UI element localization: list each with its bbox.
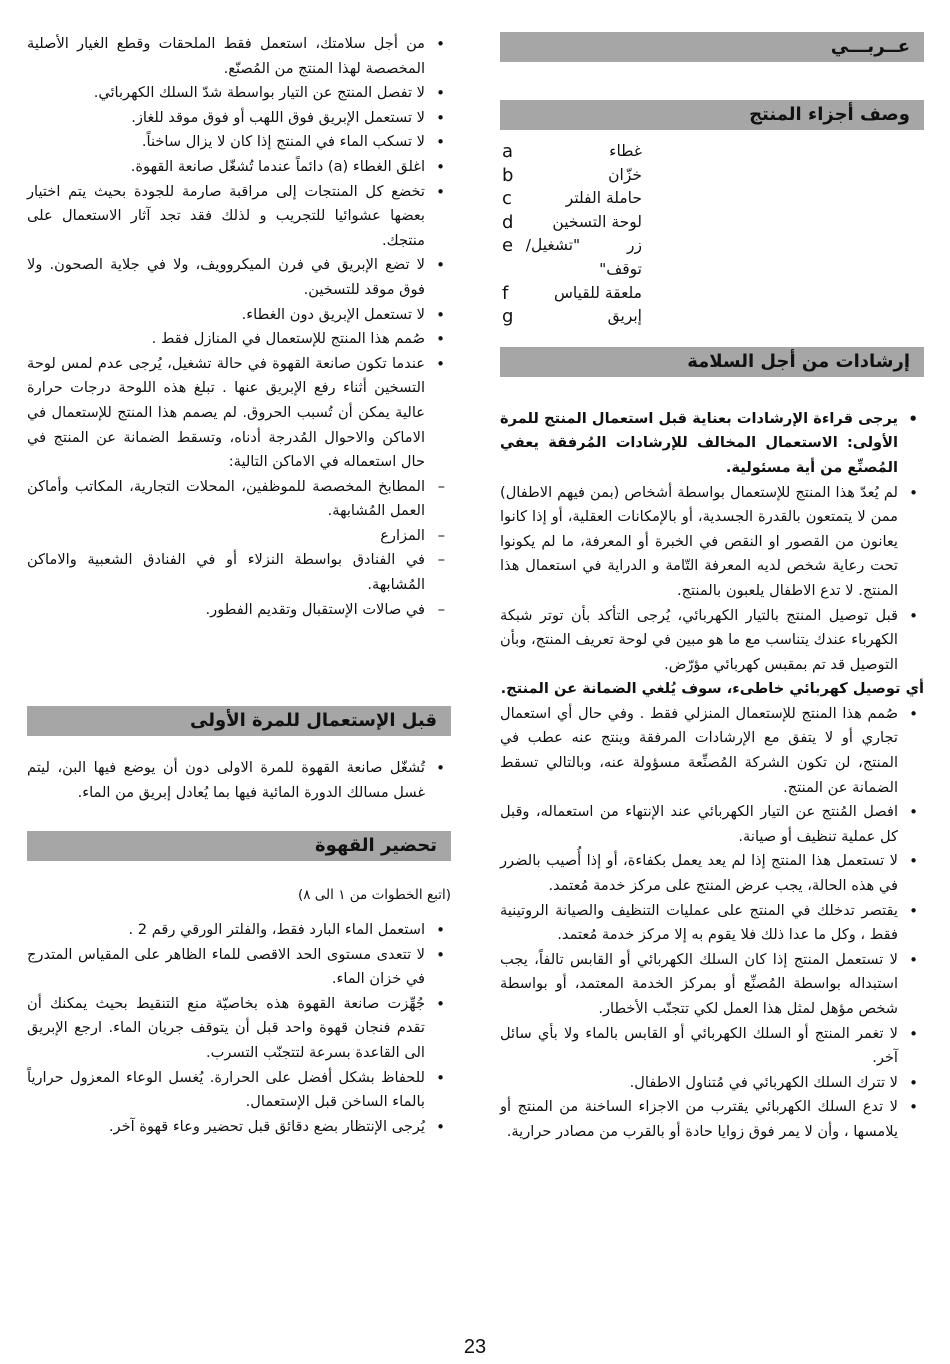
list-item: • لا تستعمل المنتج إذا كان السلك الكهربائي أو القابس تالفاً، يجب استبداله بواسطة المُصنِّع أو بمركز الخدمة المعتمد، أو بواسطة شخص مؤهل لمثل هذا العمل لكي تتجنّب الأخطار. [500,948,924,1022]
parts-list-item [500,234,924,281]
list-item: • يرجى قراءة الإرشادات بعناية قبل استعمال المنتج للمرة الأولى: الاستعمال المخالف للإرشادات المُرفقة يعفي المُصنِّع من أية مسئولية. [500,407,924,481]
part-name: ملعقة للقياس [553,283,642,302]
list-item: – المزارع [27,524,451,549]
list-item: • للحفاظ بشكل أفضل على الحرارة. يُغسل الوعاء المعزول حرارياً بالماء الساخن قبل الإستعمال. [27,1066,451,1115]
parts-section-title: وصف أجزاء المنتج [500,100,924,130]
list-item: • يقتصر تدخلك في المنتج على عمليات التنظيف والصيانة الروتينية فقط ، وكل ما عدا ذلك فلا يقوم به إلا مركز خدمة مُعتمد. [500,899,924,948]
list-item: • افصل المُنتج عن التيار الكهربائي عند الإنتهاء من استعماله، وقبل كل عملية تنظيف أو صيانة. [500,800,924,849]
list-item: • قبل توصيل المنتج بالتيار الكهربائي، يُرجى التأكد بأن توتر شبكة الكهرباء عندك يتناسب مع ما هو مبين في لوحة تعريف المنتج، وبأن التوصيل قد تم بمقبس كهربائي مؤرّض. [500,604,924,678]
list-item: – في صالات الإستقبال وتقديم الفطور. [27,598,451,623]
list-item: • لا تتعدى مستوى الحد الاقصى للماء الظاهر على المقياس المتدرج في خزان الماء. [27,943,451,992]
part-name: غطاء [609,142,642,160]
excluded-places-list [27,475,451,623]
list-item: • تُشغّل صانعة القهوة للمرة الاولى دون أن يوضع فيها البن، ليتم غسل مسالك الدورة المائية فيها بما يُعادل إبريق من الماء. [27,756,451,805]
safety-list [500,407,924,678]
list-item: • لا تفصل المنتج عن التيار بواسطة شدّ السلك الكهربائي. [27,81,451,106]
coffee-section-title: تحضير القهوة [27,831,451,861]
list-item: – المطابخ المخصصة للموظفين، المحلات التجارية، المكاتب وأماكن العمل المُشابهة. [27,475,451,524]
page-number: 23 [463,1336,487,1358]
parts-list-item [500,164,924,188]
safety-warning: أي توصيل كهربائي خاطىء، سوف يُلغي الضمانة عن المنتج. [500,680,924,698]
parts-list-item [500,140,924,164]
list-item: • يُرجى الإنتظار بضع دقائق قبل تحضير وعاء قهوة آخر. [27,1115,451,1140]
language-header: عــربـــي [500,32,924,62]
part-name: حاملة الفلتر [565,189,642,208]
parts-list-item [500,187,924,211]
safety-continued-list [27,32,451,475]
coffee-steps-note: (اتبع الخطوات من ١ الى ٨) [297,887,451,904]
list-item: • تخضع كل المنتجات إلى مراقبة صارمة للجودة بحيث يتم اختيار بعضها عشوائيا للتجريب و لذلك فقد تجد آثار الاستعمال على منتجك. [27,180,451,254]
list-item: • لا تضع الإبريق في فرن الميكروويف، ولا في جلاية الصحون. ولا فوق موقد للتسخين. [27,253,451,302]
part-name: إبريق [607,307,642,326]
list-item: • لا تستعمل هذا المنتج إذا لم يعد يعمل بكفاءة، أو إذا أُصيب بالضرر في هذه الحالة، يجب عرض المنتج على مركز خدمة مُعتمد. [500,849,924,898]
first-use-list [27,756,451,805]
parts-list [500,140,924,329]
parts-list-item [500,282,924,306]
part-letter: e [502,235,514,257]
part-letter: g [502,306,514,328]
list-item: • اغلق الغطاء (a) دائماً عندما تُشغّل صانعة القهوة. [27,155,451,180]
list-item: • لا تترك السلك الكهربائي في مُتناول الاطفال. [500,1071,924,1096]
part-name: خزّان [608,165,642,184]
list-item: • لا تدع السلك الكهربائي يقترب من الاجزاء الساخنة من المنتج أو يلامسها ، وأن لا يمر فوق زوايا حادة أو بالقرب من مصادر حرارية. [500,1095,924,1144]
coffee-list [27,918,451,1139]
part-letter: c [502,188,512,210]
list-item: – في الفنادق بواسطة النزلاء أو في الفنادق الشعبية والاماكن المُشابهة. [27,548,451,597]
parts-list-item [500,211,924,235]
list-item: • صُمم هذا المنتج للإستعمال في المنازل فقط . [27,327,451,352]
part-letter: a [502,141,514,162]
list-item: • من أجل سلامتك، استعمل فقط الملحقات وقطع الغيار الأصلية المخصصة لهذا المنتج من المُصنّع. [27,32,451,81]
list-item: • لا تستعمل الإبريق فوق اللهب أو فوق موقد للغاز. [27,106,451,131]
list-item: • صُمم هذا المنتج للإستعمال المنزلي فقط . وفي حال أي استعمال تجاري أو لا يتفق مع الإرشادات المرفقة وينتج عنه عطب في المنتج، لن تكون الشركة المُصنِّعة مسؤولة عنه، وبالتالي تسقط الضمانة عن المنتج. [500,702,924,800]
part-letter: f [502,282,509,304]
list-item: • عندما تكون صانعة القهوة في حالة تشغيل، يُرجى عدم لمس لوحة التسخين أثناء رفع الإبريق عنها . تبلغ هذه اللوحة درجات حرارة عالية يمكن أن تُسبب الحروق. لم يصمم هذا المنتج للإستعمال في الاماكن والاحوال المُدرجة أدناه، وتسقط الضمانة عن المنتج في حال استعماله في الاماكن التالية: [27,352,451,475]
part-letter: b [502,164,514,186]
list-item: • جُهِّزت صانعة القهوة هذه بخاصيّة منع التنقيط بحيث يمكنك أن تقدم فنجان قهوة واحد قبل أن يتوقف جريان الماء. ارجع الإبريق الى القاعدة بسرعة لتتجنّب التسرب. [27,992,451,1066]
list-item: • لا تغمر المنتج أو السلك الكهربائي أو القابس بالماء ولا بأي سائل آخر. [500,1022,924,1071]
list-item: • لم يُعدّ هذا المنتج للإستعمال بواسطة أشخاص (بمن فيهم الاطفال) ممن لا يتمتعون بالقدرة الجسدية، أو بالإمكانات العقلية، أو إذا كانوا يعانون من القصور او النقص في الخبرة أو المعرفة، ما لم يكونوا تحت رعاية شخص لديه المعرفة التّامة و الدراية في استعمال هذا المنتج. لا تدع الاطفال يلعبون بالمنتج. [500,481,924,604]
left-column [27,32,451,1139]
list-item: • لا تسكب الماء في المنتج إذا كان لا يزال ساخناً. [27,130,451,155]
list-item: • استعمل الماء البارد فقط، والفلتر الورقي رقم 2 . [27,918,451,943]
part-name: زر "تشغيل/توقف" [525,236,642,278]
part-letter: d [502,211,514,233]
part-name: لوحة التسخين [552,212,642,231]
parts-list-item [500,305,924,329]
first-use-section-title: قبل الإستعمال للمرة الأولى [27,706,451,736]
list-item: • لا تستعمل الإبريق دون الغطاء. [27,303,451,328]
safety-list-2 [500,702,924,1145]
right-column [500,32,924,1145]
safety-section-title: إرشادات من أجل السلامة [500,347,924,377]
